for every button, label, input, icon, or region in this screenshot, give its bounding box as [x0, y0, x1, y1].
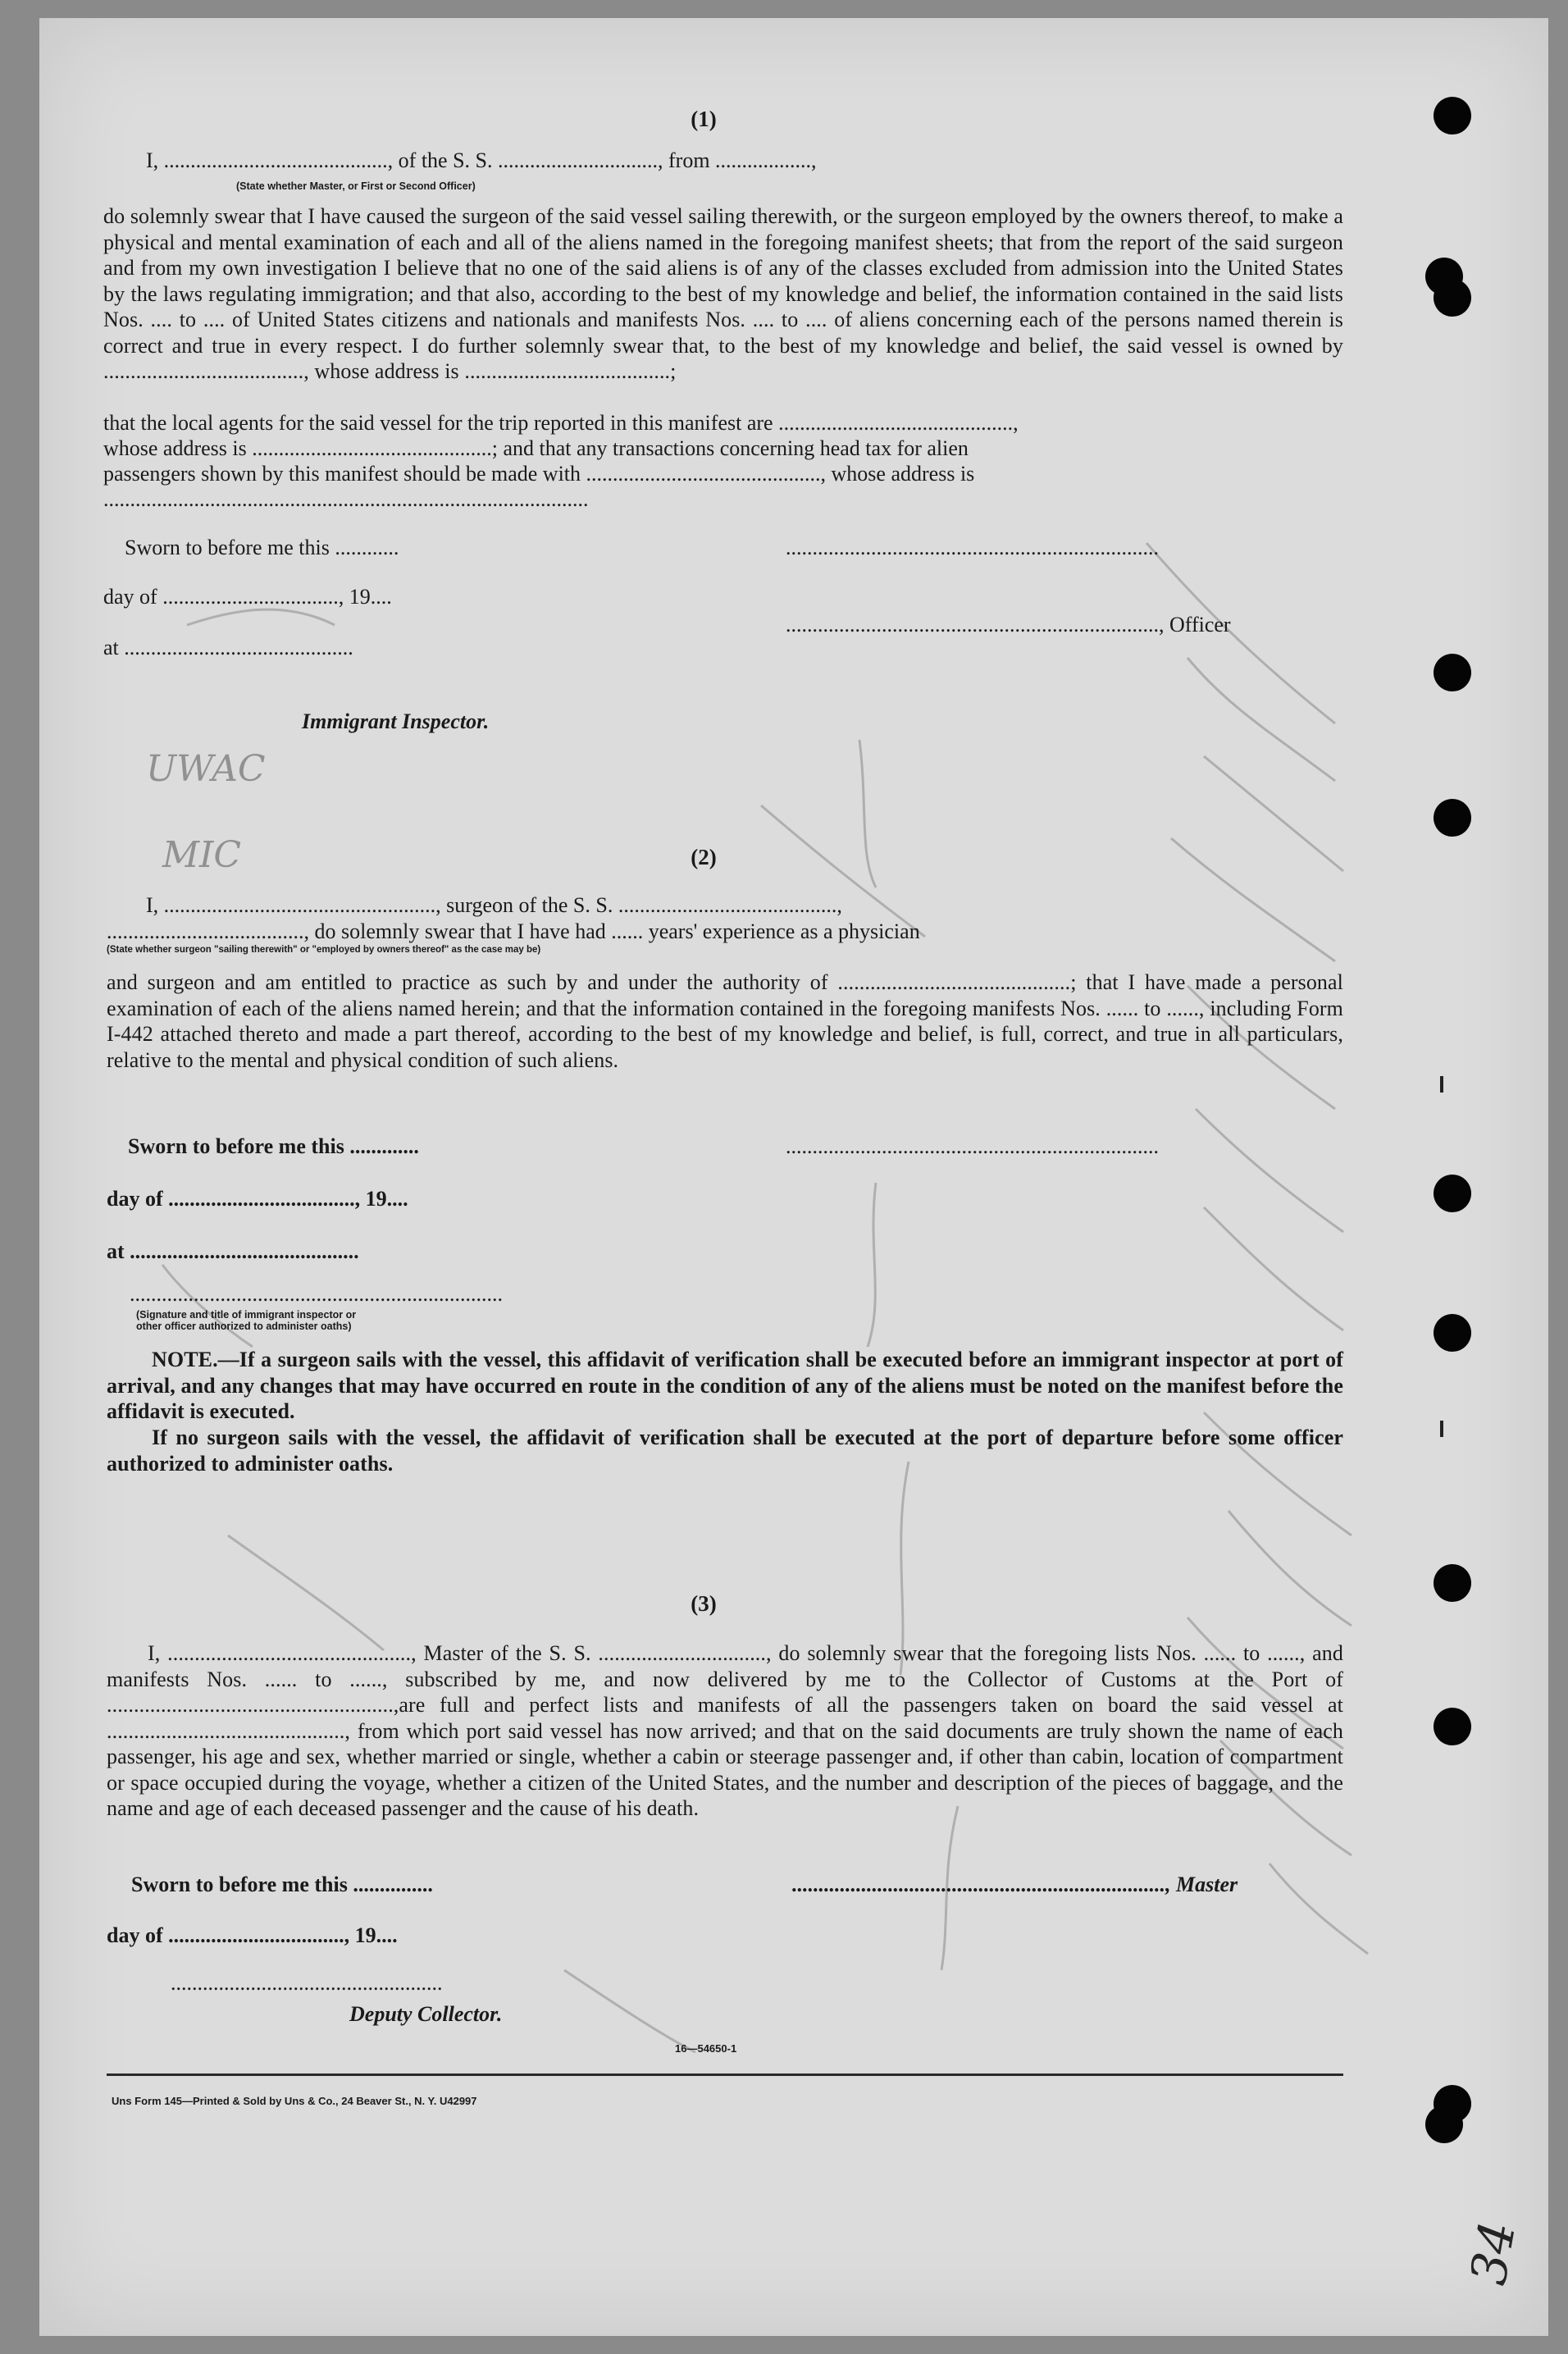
- form-code: 16—54650-1: [675, 2042, 737, 2055]
- sworn-line: Sworn to before me this ............: [125, 536, 399, 559]
- page-number-handwritten: 34: [1460, 2217, 1528, 2289]
- field-caption: other officer authorized to administer oaths): [136, 1321, 352, 1332]
- sworn-date-line: day of ................................., 19....: [103, 585, 392, 609]
- sworn-place-line: at ...........................................: [107, 1239, 359, 1263]
- field-caption: (State whether surgeon "sailing therewith" or "employed by owners thereof" as the case may be): [107, 945, 541, 955]
- note-paragraph: If no surgeon sails with the vessel, the affidavit of verification shall be executed at the port of departure before some officer authorized to administer oaths.: [107, 1426, 1343, 1476]
- oath-line: whose address is .............................................; and that any transactions concerning head tax for alien: [103, 436, 969, 460]
- oath-line: I, .........................................., of the S. S. .............................., from ..................,: [146, 148, 817, 172]
- note-paragraph: NOTE.—If a surgeon sails with the vessel, this affidavit of verification shall be executed before an immigrant inspector at port of arrival, and any changes that may have occurred en route in the condition of any of the aliens must be noted on the manifest before the affidavit is executed.: [107, 1348, 1343, 1423]
- oath-paragraph: do solemnly swear that I have caused the surgeon of the said vessel sailing therewith, or the surgeon employed by the owners thereof, to make a physical and mental examination of each and all of the aliens named in the foregoing manifest sheets; that from the report of the said surgeon and from my own investigation I believe that no one of the said aliens is of any of the classes excluded from admission into the United States by the laws regulating immigration; and that also, according to the best of my knowledge and belief, the information contained in the said lists Nos. .... to .... of United States citizens and nationals and manifests Nos. .... to .... of aliens concerning each of the persons named therein is correct and true in every respect. I do further solemnly swear that, to the best of my knowledge and belief, the said vessel is owned by ....................................., whose address is ......................................;: [103, 204, 1343, 383]
- signature-title: Deputy Collector.: [349, 2002, 503, 2026]
- oath-line: ....................................., do solemnly swear that I have had ...... years' experience as a physician: [107, 919, 920, 943]
- handwritten-mark: UWAC: [146, 748, 266, 790]
- oath-line: passengers shown by this manifest should be made with ............................................, whose address is: [103, 462, 975, 486]
- sworn-date-line: day of ..................................., 19....: [107, 1187, 408, 1211]
- oath-line: that the local agents for the said vessel for the trip reported in this manifest are ............................................,: [103, 411, 1019, 435]
- oath-line: I, ..................................................., surgeon of the S. S. .........................................,: [146, 893, 842, 917]
- signature-line: ......................................................................: [130, 1282, 503, 1306]
- signature-line: ...................................................: [171, 1971, 443, 1995]
- signature-line: ......................................................................: [786, 536, 1159, 559]
- handwritten-mark: MIC: [162, 834, 242, 876]
- signature-title: Immigrant Inspector.: [302, 709, 490, 733]
- oath-paragraph: I, ............................................., Master of the S. S. ..............................., do solemnly swear that the foregoing lists Nos. ...... to ......, and manifests Nos. ...... to ......, subscribed by me, and now delivered by me to the Collector of Customs at the Port of .....................................................,are full and perfect lists and manifests of all the passengers taken on board the said vessel at ............................................, from which port said vessel has now arrived; and that on the said documents are truly shown the name of each passenger, his age and sex, whether married or single, whether a cabin or steerage passenger and, if other than cabin, location of compartment or space occupied during the voyage, whether a citizen of the United States, and the number and description of the pieces of baggage, and the name and age of each deceased passenger and the cause of his death.: [107, 1641, 1343, 1820]
- officer-signature-line: ......................................................................, Officer: [786, 613, 1231, 636]
- oath-line: ...........................................................................................: [103, 487, 589, 511]
- sworn-place-line: at ...........................................: [103, 636, 353, 659]
- printer-imprint: Uns Form 145—Printed & Sold by Uns & Co., 24 Beaver St., N. Y. U42997: [112, 2095, 477, 2107]
- section-number: (1): [691, 107, 717, 131]
- section-number: (2): [691, 845, 717, 869]
- master-signature-line: ......................................................................, Master: [792, 1873, 1238, 1896]
- sworn-line: Sworn to before me this ...............: [131, 1873, 433, 1896]
- signature-line: ......................................................................: [786, 1134, 1159, 1158]
- oath-paragraph: and surgeon and am entitled to practice as such by and under the authority of ...........................................; that I have made a personal examination of each of the aliens named herein; and that the information contained in the foregoing manifests Nos. ...... to ......, including Form I-442 attached thereto and made a part thereof, according to the best of my knowledge and belief, is full, correct, and true in all particulars, relative to the mental and physical condition of such aliens.: [107, 970, 1343, 1072]
- field-caption: (Signature and title of immigrant inspector or: [136, 1309, 357, 1321]
- document-page: [39, 18, 1548, 2336]
- field-caption: (State whether Master, or First or Second Officer): [236, 180, 476, 192]
- section-number: (3): [691, 1591, 717, 1616]
- sworn-date-line: day of ................................., 19....: [107, 1923, 398, 1947]
- footer-rule: [107, 2073, 1343, 2076]
- sworn-line: Sworn to before me this .............: [128, 1134, 419, 1158]
